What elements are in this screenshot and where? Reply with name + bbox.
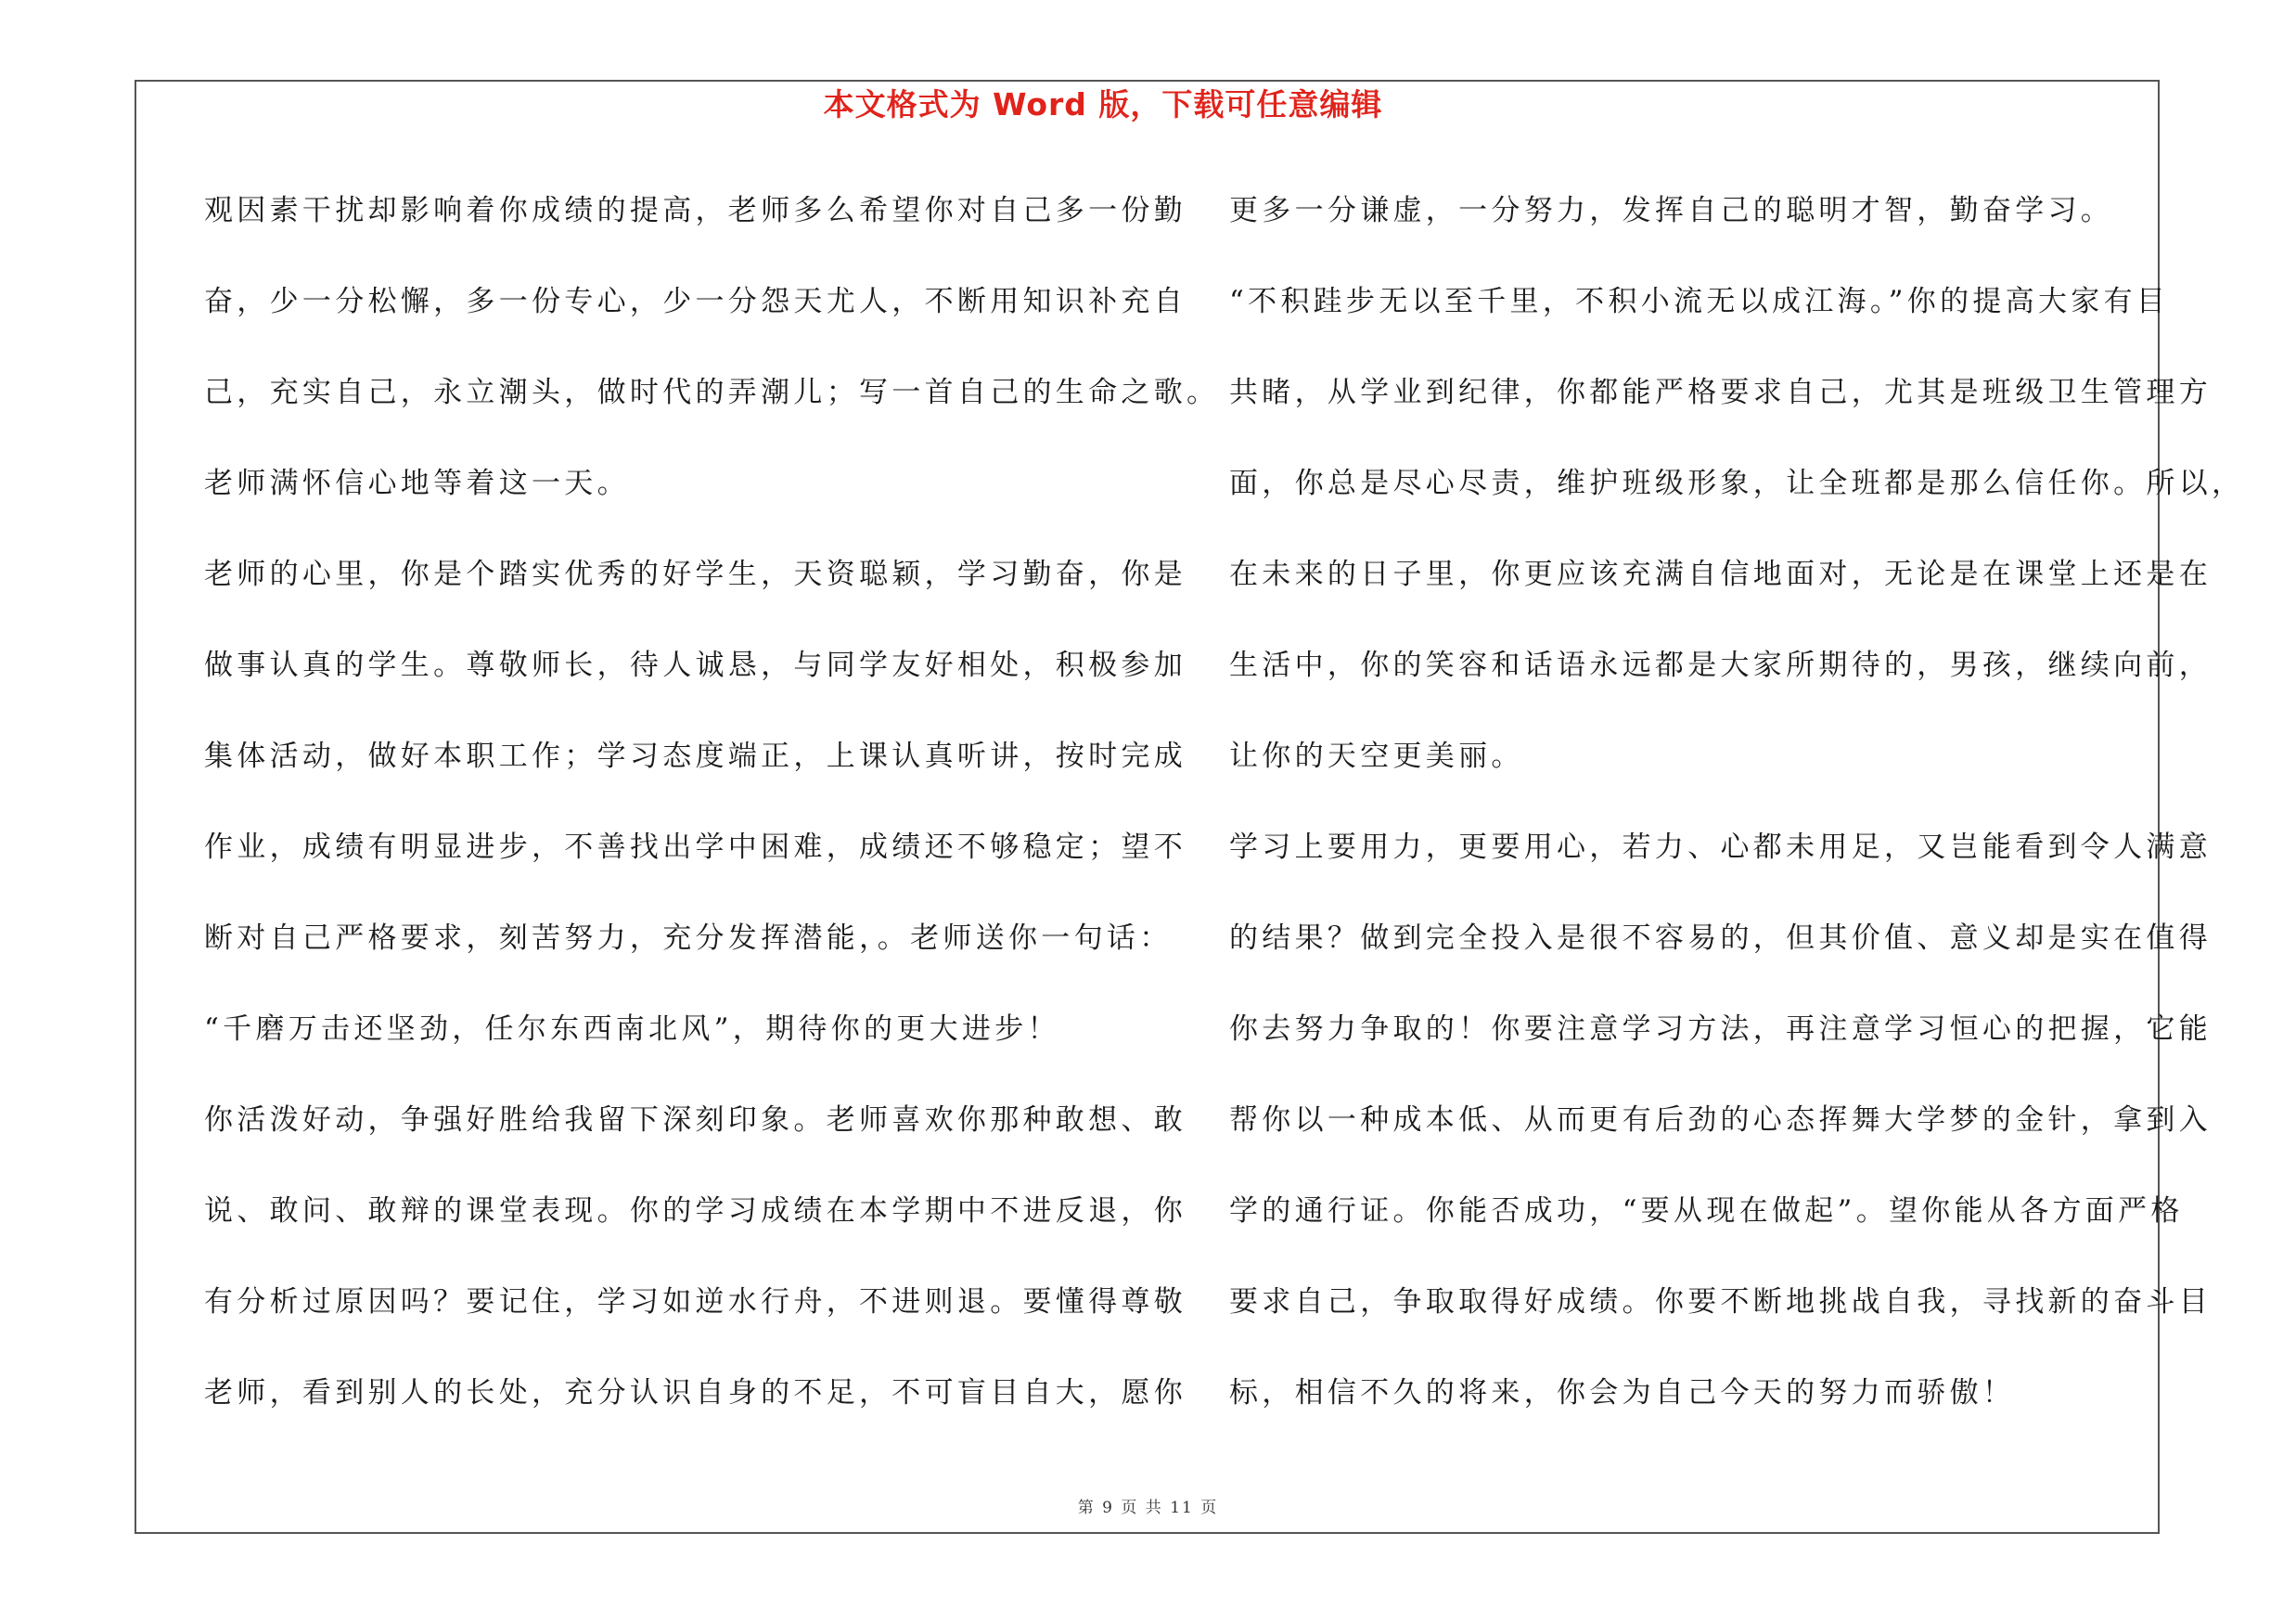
text-line: 面，你总是尽心尽责，维护班级形象，让全班都是那么信任你。所以， (1229, 467, 2245, 500)
text-line: 标，相信不久的将来，你会为自己今天的努力而骄傲！ (1229, 1376, 2016, 1410)
text-line: 断对自己严格要求，刻苦努力，充分发挥潜能，。老师送你一句话： (204, 921, 1173, 955)
text-line: 更多一分谦虚，一分努力，发挥自己的聪明才智，勤奋学习。 (1229, 194, 2114, 227)
text-line: 老师，看到别人的长处，充分认识自身的不足，不可盲目自大，愿你 (204, 1376, 1186, 1410)
text-line: 观因素干扰却影响着你成绩的提高，老师多么希望你对自己多一份勤 (204, 194, 1186, 227)
text-line: 在未来的日子里，你更应该充满自信地面对，无论是在课堂上还是在 (1229, 558, 2212, 591)
text-line: 说、敢问、敢辩的课堂表现。你的学习成绩在本学期中不进反退，你 (204, 1194, 1186, 1228)
text-line: 让你的天空更美丽。 (1229, 740, 1524, 773)
text-line: 学习上要用力，更要用心，若力、心都未用足，又岂能看到令人满意 (1229, 831, 2212, 864)
text-line: 帮你以一种成本低、从而更有后劲的心态挥舞大学梦的金针，拿到入 (1229, 1103, 2212, 1137)
text-line: 奋，少一分松懈，多一份专心，少一分怨天尤人，不断用知识补充自 (204, 285, 1186, 318)
text-line: 你去努力争取的！你要注意学习方法，再注意学习恒心的把握，它能 (1229, 1012, 2212, 1046)
text-line: 要求自己，争取取得好成绩。你要不断地挑战自我，寻找新的奋斗目 (1229, 1285, 2212, 1319)
text-line: 生活中，你的笑容和话语永远都是大家所期待的，男孩，继续向前， (1229, 649, 2212, 682)
text-line: 集体活动，做好本职工作；学习态度端正，上课认真听讲，按时完成 (204, 740, 1186, 773)
text-line: 你活泼好动，争强好胜给我留下深刻印象。老师喜欢你那种敢想、敢 (204, 1103, 1186, 1137)
text-line: 有分析过原因吗？要记住，学习如逆水行舟，不进则退。要懂得尊敬 (204, 1285, 1186, 1319)
left-column (204, 184, 1220, 1457)
header-notice: 本文格式为 Word 版，下载可任意编辑 (823, 86, 1383, 122)
right-column (1229, 184, 2245, 1457)
text-line: 做事认真的学生。尊敬师长，待人诚恳，与同学友好相处，积极参加 (204, 649, 1186, 682)
page-number: 第 9 页 共 11 页 (1077, 1499, 1219, 1517)
text-line: 老师的心里，你是个踏实优秀的好学生，天资聪颖，学习勤奋，你是 (204, 558, 1186, 591)
text-line: “千磨万击还坚劲，任尔东西南北风”，期待你的更大进步！ (204, 1012, 1060, 1046)
text-line: 学的通行证。你能否成功，“要从现在做起”。望你能从各方面严格 (1229, 1194, 2184, 1228)
text-line: 老师满怀信心地等着这一天。 (204, 467, 630, 500)
text-line: “不积跬步无以至千里，不积小流无以成江海。”你的提高大家有目 (1229, 285, 2170, 318)
text-line: 己，充实自己，永立潮头，做时代的弄潮儿；写一首自己的生命之歌。 (204, 376, 1220, 409)
text-line: 共睹，从学业到纪律，你都能严格要求自己，尤其是班级卫生管理方 (1229, 376, 2212, 409)
text-line: 作业，成绩有明显进步，不善找出学中困难，成绩还不够稳定；望不 (204, 831, 1186, 864)
text-line: 的结果？做到完全投入是很不容易的，但其价值、意义却是实在值得 (1229, 921, 2212, 955)
